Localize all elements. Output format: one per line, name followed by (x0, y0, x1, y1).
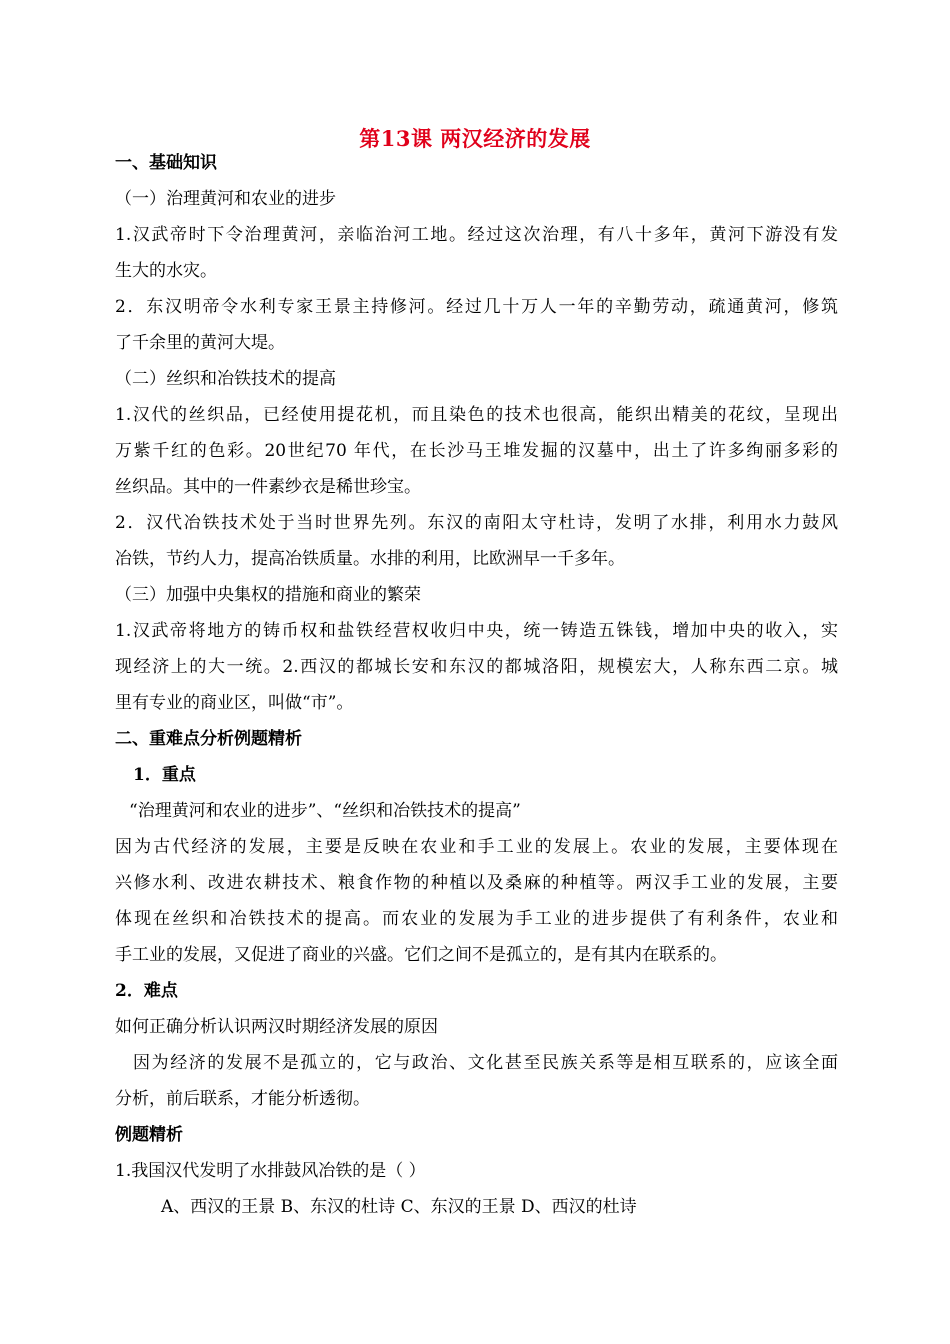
paragraph-line: 现经济上的大一统。2.西汉的都城长安和东汉的都城洛阳，规模宏大，人称东西二京。城 (115, 657, 838, 677)
paragraph-line: 1.汉代的丝织品，已经使用提花机，而且染色的技术也很高，能织出精美的花纹，呈现出 (115, 405, 838, 425)
paragraph-line: 生大的水灾。 (115, 261, 217, 281)
subheading-yellow-river: （一）治理黄河和农业的进步 (115, 189, 336, 209)
subheading-silk-iron: （二）丝织和冶铁技术的提高 (115, 369, 336, 389)
paragraph-line: 了千余里的黄河大堤。 (115, 333, 285, 353)
question-1: 1.我国汉代发明了水排鼓风冶铁的是（ ） (115, 1161, 426, 1181)
page-title: 第13课 两汉经济的发展 (359, 126, 591, 151)
paragraph-line: 1.汉武帝将地方的铸币权和盐铁经营权收归中央，统一铸造五铢钱，增加中央的收入，实 (115, 621, 838, 641)
key-point-heading: 1．重点 (133, 765, 196, 785)
difficult-point-question: 如何正确分析认识两汉时期经济发展的原因 (115, 1017, 438, 1037)
subheading-centralization: （三）加强中央集权的措施和商业的繁荣 (115, 585, 421, 605)
paragraph-line: 兴修水利、改进农耕技术、粮食作物的种植以及桑麻的种植等。两汉手工业的发展，主要 (115, 873, 838, 893)
section-heading-analysis: 二、重难点分析例题精析 (115, 729, 302, 749)
section-heading-basics: 一、基础知识 (115, 153, 217, 173)
paragraph-line: 因为经济的发展不是孤立的，它与政治、文化甚至民族关系等是相互联系的，应该全面 (133, 1053, 838, 1073)
question-1-options: A、西汉的王景 B、东汉的杜诗 C、东汉的王景 D、西汉的杜诗 (161, 1197, 637, 1217)
paragraph-line: 手工业的发展，又促进了商业的兴盛。它们之间不是孤立的，是有其内在联系的。 (115, 945, 727, 965)
paragraph-line: 冶铁，节约人力，提高冶铁质量。水排的利用，比欧洲早一千多年。 (115, 549, 625, 569)
paragraph-line: 万紫千红的色彩。20世纪70 年代，在长沙马王堆发掘的汉墓中，出土了许多绚丽多彩的 (115, 441, 838, 461)
key-point-quote: “治理黄河和农业的进步”、“丝织和冶铁技术的提高” (129, 801, 521, 821)
paragraph-line: 体现在丝织和冶铁技术的提高。而农业的发展为手工业的进步提供了有利条件，农业和 (115, 909, 838, 929)
example-heading: 例题精析 (115, 1125, 183, 1145)
paragraph-line: 2．东汉明帝令水利专家王景主持修河。经过几十万人一年的辛勤劳动，疏通黄河，修筑 (115, 297, 838, 317)
difficult-point-heading: 2．难点 (115, 981, 178, 1001)
paragraph-line: 2．汉代冶铁技术处于当时世界先列。东汉的南阳太守杜诗，发明了水排，利用水力鼓风 (115, 513, 838, 533)
paragraph-line: 1.汉武帝时下令治理黄河，亲临治河工地。经过这次治理，有八十多年，黄河下游没有发 (115, 225, 838, 245)
paragraph-line: 丝织品。其中的一件素纱衣是稀世珍宝。 (115, 477, 421, 497)
paragraph-line: 因为古代经济的发展，主要是反映在农业和手工业的发展上。农业的发展，主要体现在 (115, 837, 838, 857)
paragraph-line: 分析，前后联系，才能分析透彻。 (115, 1089, 370, 1109)
paragraph-line: 里有专业的商业区，叫做“市”。 (115, 693, 354, 713)
